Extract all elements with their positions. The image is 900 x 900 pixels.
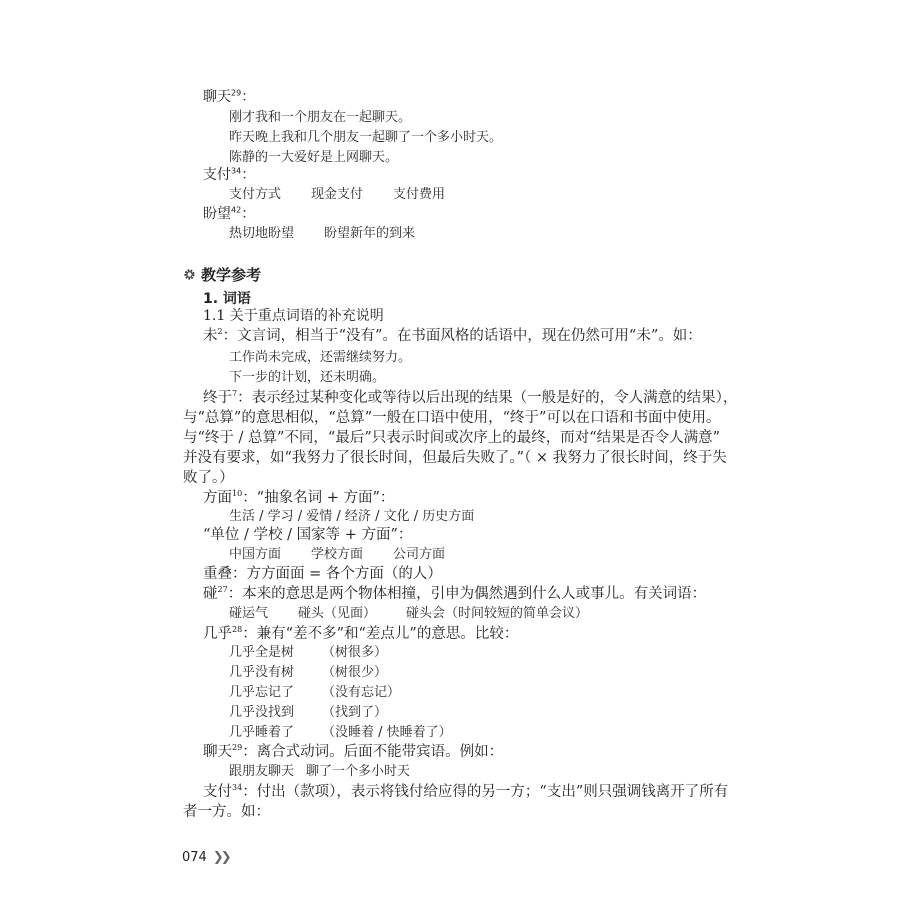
paragraph-line: 败了。） [183, 470, 234, 486]
entry-fangmian: 方面$^{10}$：“抽象名词 + 方面”： [203, 489, 395, 506]
entry-wei: 未$^2$：文言词，相当于“没有”。在书面风格的话语中，现在仍然可用“未”。如： [203, 327, 702, 344]
example-sentence: 陈静的一大爱好是上网聊天。 [229, 150, 399, 165]
comparison-phrase: 几乎没有树 [229, 665, 295, 680]
gear-icon [183, 268, 196, 281]
example-sentence: 下一步的计划，还未明确。 [229, 370, 386, 385]
page-number: 074 ❯❯ [182, 850, 229, 865]
example-sentence: 刚才我和一个朋友在一起聊天。 [229, 110, 412, 125]
double-chevron-right-icon: ❯❯ [212, 850, 229, 865]
example-phrases: 跟朋友聊天 聊了一个多小时天 [229, 764, 411, 779]
comparison-note: （树很少） [322, 665, 388, 680]
example-phrases: 生活 / 学习 / 爱情 / 经济 / 文化 / 历史方面 [229, 509, 475, 524]
comparison-note: （找到了） [322, 705, 388, 720]
comparison-phrase: 几乎睡着了 [229, 725, 295, 740]
paragraph-line: 者一方。如： [183, 804, 270, 820]
example-phrases: 支付方式 现金支付 支付费用 [229, 187, 446, 202]
subsection-heading: 1. 词语 [203, 291, 251, 307]
comparison-phrase: 几乎没找到 [229, 705, 295, 720]
section-heading: 教学参考 [183, 264, 261, 285]
paragraph-line: 重叠：方方面面 = 各个方面（的人） [203, 566, 442, 582]
paragraph-line: 与“终于 / 总算”不同，“最后”只表示时间或次序上的最终，而对“结果是否令人满意” [183, 430, 721, 446]
comparison-note: （树很多） [322, 645, 388, 660]
entry-zhongyu: 终于$^7$：表示经过某种变化或等待以后出现的结果（一般是好的，令人满意的结果）， [203, 389, 738, 406]
entry-zhifu-2: 支付$^{34}$：付出（款项），表示将钱付给应得的另一方；“支出”则只强调钱离开了所有 [203, 783, 729, 800]
example-phrases: 热切地盼望 盼望新年的到来 [229, 226, 416, 241]
entry-jihu: 几乎$^{28}$：兼有“差不多”和“差点儿”的意思。比较： [203, 625, 519, 642]
entry-panwang: 盼望$^{42}$： [203, 205, 256, 222]
paragraph-line: 与“总算”的意思相似，“总算”一般在口语中使用，“终于”可以在口语和书面中使用。 [183, 410, 721, 426]
entry-liaotian: 聊天$^{29}$： [203, 88, 256, 105]
entry-peng: 碰$^{27}$：本来的意思是两个物体相撞，引申为偶然遇到什么人或事儿。有关词语： [203, 585, 707, 602]
example-phrases: 中国方面 学校方面 公司方面 [229, 547, 446, 562]
paragraph-line: 并没有要求，如“我努力了很长时间，但最后失败了。”（ × 我努力了很长时间，终于失 [183, 450, 727, 466]
comparison-phrase: 几乎忘记了 [229, 685, 295, 700]
example-phrases: 碰运气 碰头（见面） 碰头会（时间较短的简单会议） [229, 606, 589, 621]
example-sentence: 昨天晚上我和几个朋友一起聊了一个多小时天。 [229, 130, 503, 145]
subsubsection-heading: 1.1 关于重点词语的补充说明 [203, 308, 384, 324]
paragraph-line: “单位 / 学校 / 国家等 + 方面”： [203, 527, 413, 543]
entry-liaotian-2: 聊天$^{29}$：离合式动词。后面不能带宾语。例如： [203, 743, 504, 760]
entry-zhifu: 支付$^{34}$： [203, 166, 256, 183]
comparison-note: （没睡着 / 快睡着了） [322, 725, 452, 740]
comparison-phrase: 几乎全是树 [229, 645, 295, 660]
comparison-note: （没有忘记） [322, 685, 401, 700]
example-sentence: 工作尚未完成，还需继续努力。 [229, 350, 412, 365]
